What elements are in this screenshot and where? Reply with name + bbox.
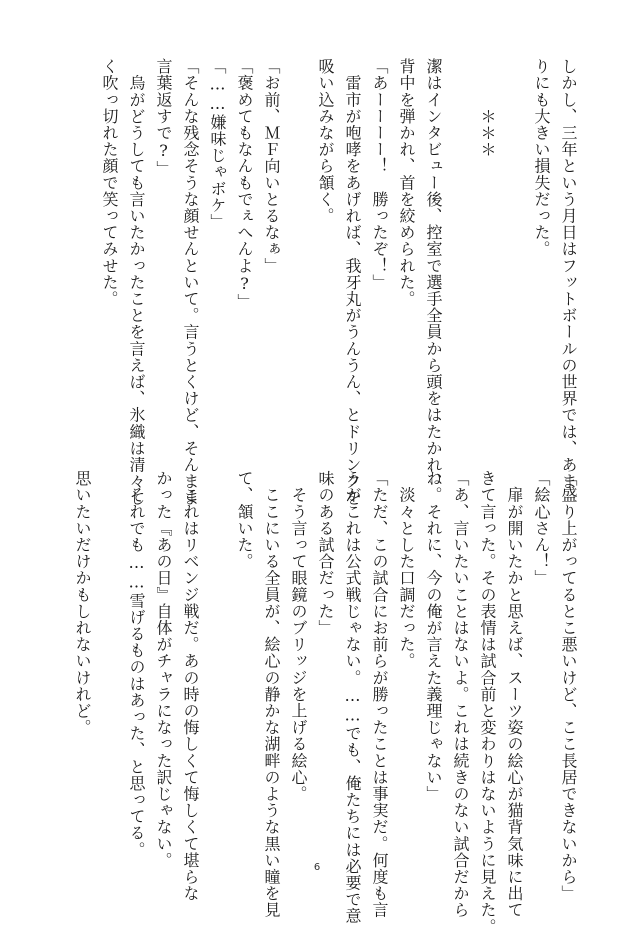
text-line: 「ただ、この試合にお前らが勝ったことは事実だ。何度も言 <box>370 470 389 919</box>
text-line: きて言った。その表情は試合前と変わりはないように見えた。 <box>478 470 497 935</box>
text-line: ＊＊＊ <box>478 58 497 158</box>
text-line: 「お前、ＭＦ向いとるなぁ」 <box>262 58 281 274</box>
text-line <box>447 58 474 438</box>
text-line: 扉が開いたかと思えば、スーツ姿の絵心が猫背気味に出て <box>505 470 524 919</box>
text-line: 「そんな残念そうな顔せんといて。言うとくけど、そんまま <box>181 58 200 507</box>
text-line: しかし、三年という月日はフットボールの世界では、あま <box>559 58 578 490</box>
text-line <box>501 58 528 438</box>
page-number: 6 <box>313 862 321 873</box>
text-line: そう言って眼鏡のブリッジを上げる絵心。 <box>289 470 308 802</box>
text-line <box>204 470 231 850</box>
text-line: 吸い込みながら頷く。 <box>316 58 335 224</box>
text-line: 「盛り上がってるとこ悪いけど、ここ長居できないから」 <box>559 470 578 902</box>
text-line: 言葉返すで?」 <box>154 58 173 178</box>
text-line: 「あーーーー！ 勝ったぞ！」 <box>370 58 389 291</box>
text-line: うがこれは公式戦じゃない。……でも、俺たちには必要で意 <box>343 470 362 925</box>
text-line: りにも大きい損失だった。 <box>532 58 551 258</box>
text-line: ね。それに、今の俺が言えた義理じゃない」 <box>424 470 443 802</box>
text-line: 烏がどうしても言いたかったことを言えば、氷織は清々し <box>127 58 146 507</box>
text-line <box>96 470 123 850</box>
text-line: て、頷いた。 <box>235 470 254 570</box>
text-block-upper <box>96 58 582 507</box>
text-line: 思いたいだけかもしれないけれど。 <box>73 470 92 736</box>
text-line: 潔はインタビュー後、控室で選手全員から頭をはたかれ、 <box>424 58 443 490</box>
text-block-lower <box>69 470 582 935</box>
text-line: 「……嫌味じゃボケ」 <box>208 58 227 230</box>
text-line: 「褒めてもなんもでぇへんよ?」 <box>235 58 254 310</box>
text-line: く吹っ切れた顔で笑ってみせた。 <box>100 58 119 307</box>
text-line: 淡々とした口調だった。 <box>397 470 416 670</box>
text-line: 雷市が咆哮をあげれば、我牙丸がうんうん、とドリンクを <box>343 58 362 507</box>
text-line: 背中を弾かれ、首を絞められた。 <box>397 58 416 307</box>
text-line <box>285 58 312 438</box>
text-line: かった『あの日』自体がチャラになった訳じゃない。 <box>154 470 173 869</box>
text-line: それでも……雪げるものはあった、と思ってる。 <box>127 470 146 858</box>
text-line: 「絵心さん！」 <box>532 470 551 587</box>
text-line: 「あ、言いたいことはないよ。これは続きのない試合だから <box>451 470 470 919</box>
text-line: これはリベンジ戦だ。あの時の悔しくて悔しくて堪らな <box>181 470 200 902</box>
text-line: ここにいる全員が、絵心の静かな湖畔のような黒い瞳を見 <box>262 470 281 919</box>
text-line: 味のある試合だった」 <box>316 470 335 636</box>
